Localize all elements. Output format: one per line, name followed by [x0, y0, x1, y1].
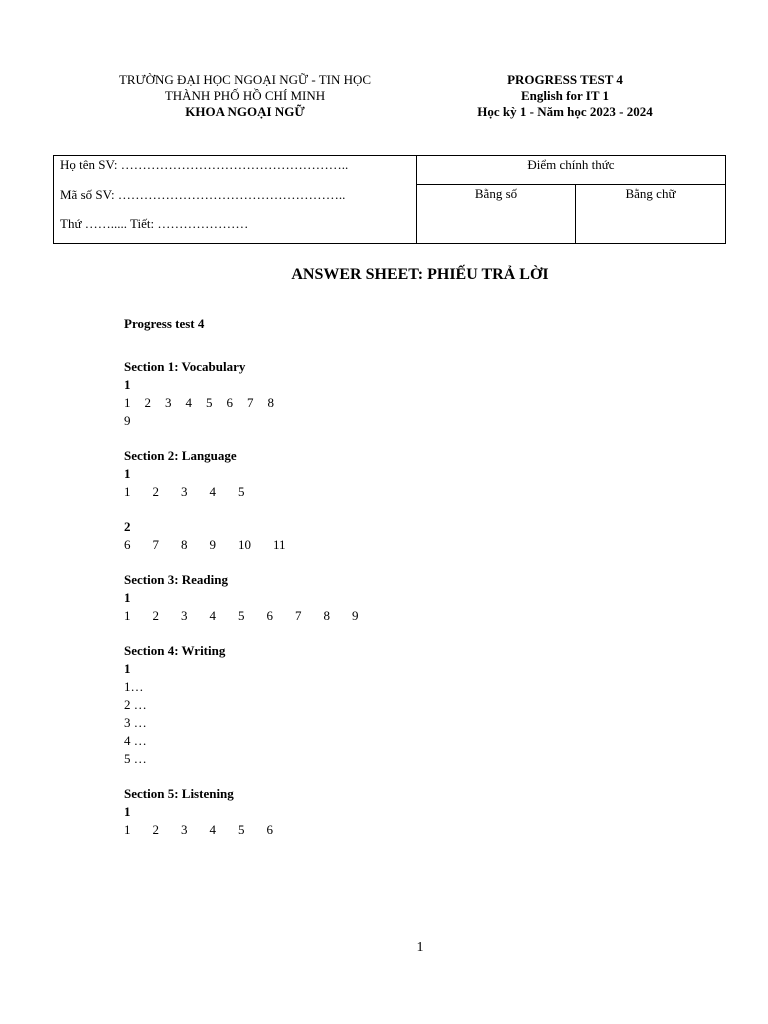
answer-row [124, 412, 381, 430]
section-listening [124, 785, 381, 839]
answer-number: 9 [124, 413, 131, 428]
answer-number: 2 [152, 484, 159, 499]
answer-number: 7 [247, 395, 254, 410]
answer-row [124, 536, 381, 554]
writing-line: 2 … [124, 697, 147, 712]
answer-number: 9 [352, 608, 359, 623]
answer-number: 1 [124, 395, 131, 410]
student-name-field: Họ tên SV: …………………………………………….. [60, 157, 349, 172]
section-title: Section 2: Language [124, 448, 237, 463]
student-info-table [53, 155, 726, 244]
answer-number: 3 [181, 608, 188, 623]
answer-number: 5 [238, 484, 245, 499]
session-field: Thứ ……..... Tiết: ………………… [60, 216, 249, 231]
answer-row [124, 607, 381, 625]
answer-number: 6 [266, 608, 273, 623]
score-number-label: Bằng số [474, 186, 518, 201]
part-label: 1 [124, 804, 131, 819]
answer-number: 10 [238, 537, 251, 552]
answer-number: 4 [209, 822, 216, 837]
student-id-field: Mã số SV: …………………………………………….. [60, 187, 346, 202]
table-divider [416, 184, 725, 185]
section-writing [124, 642, 381, 768]
section-language [124, 447, 381, 554]
answer-number: 1 [124, 484, 131, 499]
part-label: 1 [124, 466, 131, 481]
test-header [410, 72, 720, 120]
answer-number: 3 [165, 395, 172, 410]
answer-number: 5 [238, 608, 245, 623]
answer-number: 6 [266, 822, 273, 837]
writing-line: 1… [124, 679, 144, 694]
section-title: Section 3: Reading [124, 572, 228, 587]
section-title: Section 1: Vocabulary [124, 359, 246, 374]
score-words-label: Bằng chữ [625, 186, 676, 201]
answer-number: 9 [209, 537, 216, 552]
page-number: 1 [416, 940, 424, 955]
school-header [80, 72, 410, 120]
answer-number: 2 [152, 608, 159, 623]
part-label: 1 [124, 377, 131, 392]
answer-number: 8 [181, 537, 188, 552]
answer-number: 8 [267, 395, 274, 410]
answer-number: 6 [226, 395, 233, 410]
test-name: Progress test 4 [124, 316, 205, 331]
section-title: Section 4: Writing [124, 643, 226, 658]
part-label: 2 [124, 519, 131, 534]
answer-number: 6 [124, 537, 131, 552]
answer-number: 8 [323, 608, 330, 623]
faculty-name: KHOA NGOẠI NGỮ [185, 104, 305, 119]
school-city: THÀNH PHỐ HỒ CHÍ MINH [164, 88, 326, 103]
school-name: TRƯỜNG ĐẠI HỌC NGOẠI NGỮ - TIN HỌC [118, 72, 372, 87]
part-label: 1 [124, 661, 131, 676]
answer-number: 7 [295, 608, 302, 623]
answer-number: 5 [206, 395, 213, 410]
answer-number: 4 [185, 395, 192, 410]
section-title: Section 5: Listening [124, 786, 234, 801]
answer-number: 3 [181, 822, 188, 837]
answer-sections [124, 315, 381, 856]
writing-line: 5 … [124, 751, 147, 766]
part-label: 1 [124, 590, 131, 605]
answer-number: 5 [238, 822, 245, 837]
answer-number: 11 [273, 537, 286, 552]
answer-number: 7 [152, 537, 159, 552]
answer-number: 3 [181, 484, 188, 499]
answer-number: 1 [124, 822, 131, 837]
test-title: PROGRESS TEST 4 [507, 72, 623, 87]
answer-row [124, 821, 381, 839]
answer-number: 4 [209, 608, 216, 623]
answer-number: 2 [152, 822, 159, 837]
semester: Học kỳ 1 - Năm học 2023 - 2024 [477, 104, 653, 119]
answer-number: 4 [209, 484, 216, 499]
answer-sheet-title: ANSWER SHEET: PHIẾU TRẢ LỜI [291, 266, 549, 283]
answer-row [124, 394, 381, 412]
section-vocabulary [124, 358, 381, 430]
official-score-label: Điểm chính thức [527, 157, 615, 172]
writing-line: 4 … [124, 733, 147, 748]
answer-row [124, 483, 381, 501]
writing-line: 3 … [124, 715, 147, 730]
answer-number: 2 [144, 395, 151, 410]
answer-number: 1 [124, 608, 131, 623]
section-reading [124, 571, 381, 625]
course-name: English for IT 1 [520, 88, 610, 103]
